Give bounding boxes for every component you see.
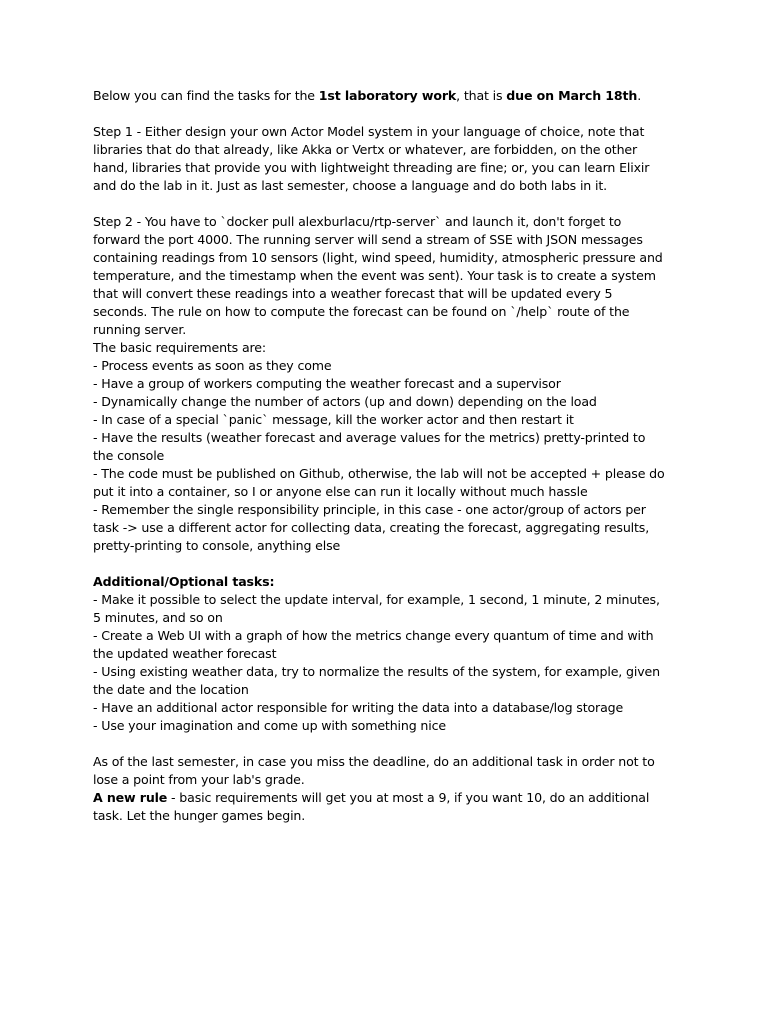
intro-text-3: .: [637, 88, 642, 103]
requirement-item: the console: [93, 448, 165, 463]
closing-line: lose a point from your lab's grade.: [93, 772, 305, 787]
requirement-item: - Remember the single responsibility principle, in this case - one actor/group of actors per: [93, 502, 646, 517]
step2-line: seconds. The rule on how to compute the forecast can be found on `/help` route of the: [93, 304, 630, 319]
intro-text-2: , that is: [456, 88, 507, 103]
additional-task-item: - Use your imagination and come up with something nice: [93, 718, 446, 733]
spacer: [93, 105, 683, 123]
step1-line: libraries that do that already, like Akka or Vertx or whatever, are forbidden, on the other: [93, 142, 638, 157]
step1-line: Step 1 - Either design your own Actor Model system in your language of choice, note that: [93, 124, 645, 139]
closing-paragraph: [93, 753, 683, 825]
step2-line: temperature, and the timestamp when the event was sent). Your task is to create a system: [93, 268, 656, 283]
step2-paragraph: [93, 213, 683, 555]
additional-task-item: - Have an additional actor responsible for writing the data into a database/log storage: [93, 700, 624, 715]
step1-line: hand, libraries that provide you with lightweight threading are fine; or, you can learn Elixir: [93, 160, 650, 175]
step2-line: containing readings from 10 sensors (light, wind speed, humidity, atmospheric pressure and: [93, 250, 663, 265]
step2-line: running server.: [93, 322, 187, 337]
additional-task-item: the updated weather forecast: [93, 646, 277, 661]
additional-task-item: 5 minutes, and so on: [93, 610, 223, 625]
requirement-item: - In case of a special `panic` message, kill the worker actor and then restart it: [93, 412, 574, 427]
requirement-item: - Dynamically change the number of actors (up and down) depending on the load: [93, 394, 597, 409]
additional-tasks-heading: Additional/Optional tasks:: [93, 574, 275, 589]
requirement-item: pretty-printing to console, anything else: [93, 538, 341, 553]
new-rule-line: [93, 789, 683, 807]
step2-line: Step 2 - You have to `docker pull alexburlacu/rtp-server` and launch it, don't forget to: [93, 214, 622, 229]
step1-paragraph: [93, 123, 683, 195]
step1-line: and do the lab in it. Just as last semester, choose a language and do both labs in it.: [93, 178, 607, 193]
additional-task-item: - Create a Web UI with a graph of how the metrics change every quantum of time and with: [93, 628, 654, 643]
requirement-item: - Have a group of workers computing the weather forecast and a supervisor: [93, 376, 561, 391]
intro-text-1: Below you can find the tasks for the: [93, 88, 319, 103]
closing-line: As of the last semester, in case you miss the deadline, do an additional task in order not to: [93, 754, 655, 769]
spacer: [93, 735, 683, 753]
requirements-heading: The basic requirements are:: [93, 340, 266, 355]
requirement-item: put it into a container, so I or anyone else can run it locally without much hassle: [93, 484, 588, 499]
requirement-item: - Process events as soon as they come: [93, 358, 332, 373]
additional-tasks-section: [93, 573, 683, 735]
intro-paragraph: [93, 87, 683, 105]
requirement-item: - The code must be published on Github, otherwise, the lab will not be accepted + please do: [93, 466, 665, 481]
spacer: [93, 195, 683, 213]
requirement-item: task -> use a different actor for collecting data, creating the forecast, aggregating results,: [93, 520, 650, 535]
closing-line: task. Let the hunger games begin.: [93, 808, 306, 823]
intro-lab-title: 1st laboratory work: [318, 88, 457, 103]
new-rule-text: - basic requirements will get you at most a 9, if you want 10, do an additional: [167, 790, 650, 805]
step2-line: that will convert these readings into a weather forecast that will be updated every 5: [93, 286, 613, 301]
step2-line: forward the port 4000. The running server will send a stream of SSE with JSON messages: [93, 232, 643, 247]
additional-task-item: - Make it possible to select the update interval, for example, 1 second, 1 minute, 2 minutes,: [93, 592, 660, 607]
new-rule-label: A new rule: [93, 790, 168, 805]
document-page: [93, 87, 683, 825]
additional-task-item: - Using existing weather data, try to normalize the results of the system, for example, given: [93, 664, 660, 679]
spacer: [93, 555, 683, 573]
intro-due-date: due on March 18th: [506, 88, 638, 103]
additional-task-item: the date and the location: [93, 682, 249, 697]
requirement-item: - Have the results (weather forecast and average values for the metrics) pretty-printed to: [93, 430, 646, 445]
